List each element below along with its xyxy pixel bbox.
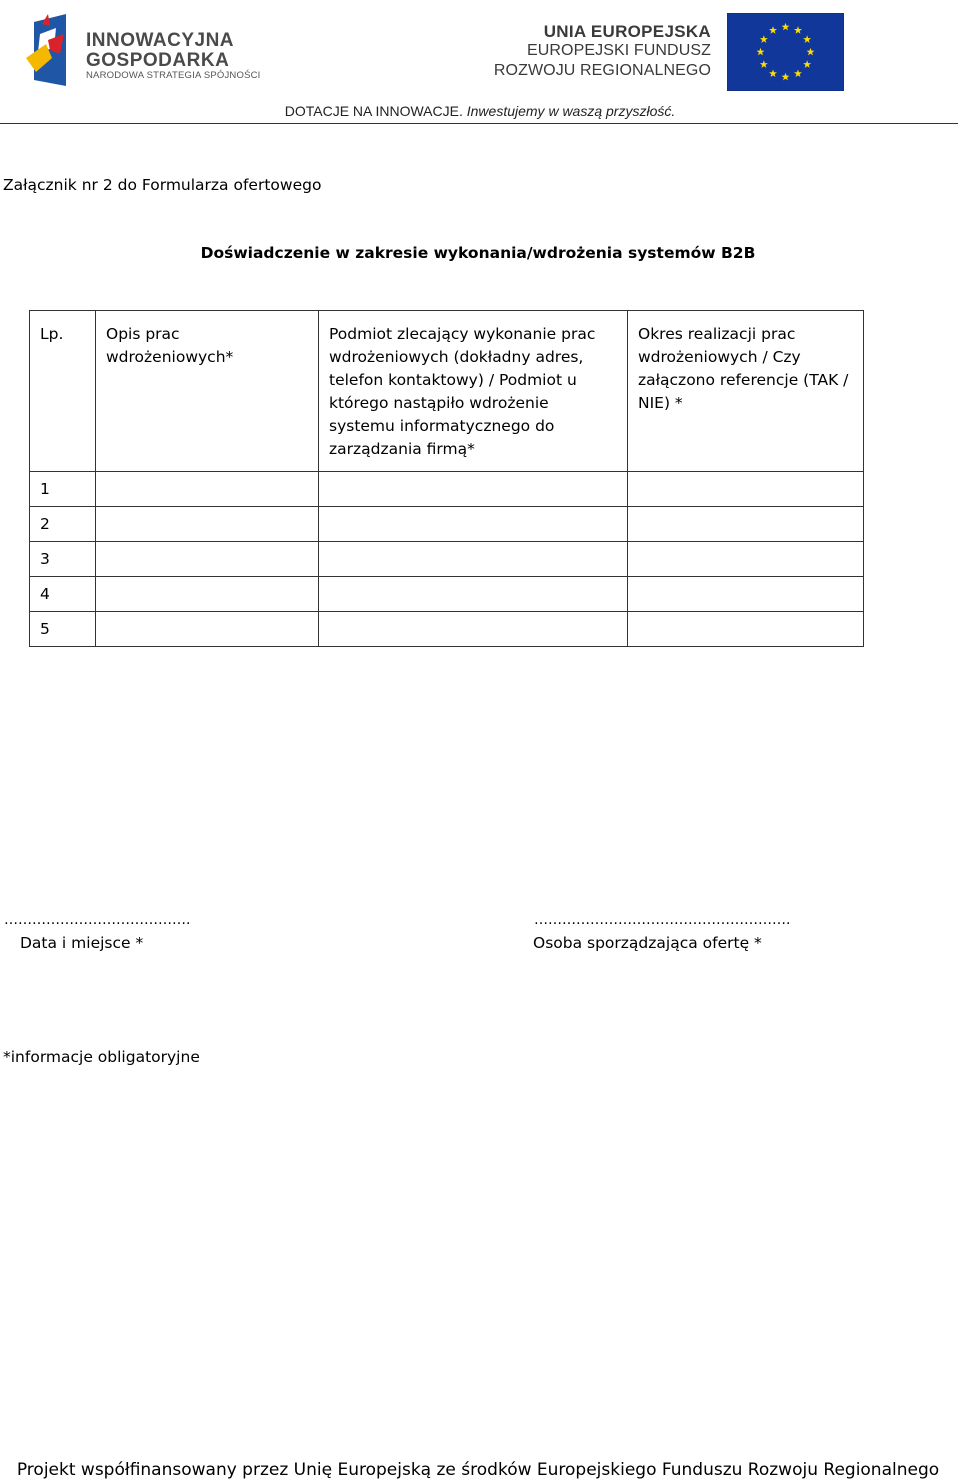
cell-okres[interactable] xyxy=(628,612,864,647)
table-row xyxy=(30,577,864,612)
header-podmiot: Podmiot zlecający wykonanie prac wdrożeniowych (dokładny adres, telefon kontaktowy) / Podmiot u którego nastąpiło wdrożenie systemu informatycznego do zarządzania firmą* xyxy=(319,311,628,472)
tagline-plain: DOTACJE NA INNOWACJE. xyxy=(284,103,467,119)
annex-label: Załącznik nr 2 do Formularza ofertowego xyxy=(3,176,322,194)
header-lp: Lp. xyxy=(30,311,96,472)
page-header xyxy=(0,0,960,125)
cell-podmiot[interactable] xyxy=(319,612,628,647)
cell-okres[interactable] xyxy=(628,507,864,542)
table-row xyxy=(30,612,864,647)
mandatory-note: *informacje obligatoryjne xyxy=(3,1048,200,1066)
cell-okres[interactable] xyxy=(628,472,864,507)
cell-opis[interactable] xyxy=(96,577,319,612)
table-header-row xyxy=(30,311,864,472)
date-place-label: Data i miejsce * xyxy=(20,934,144,952)
cell-podmiot[interactable] xyxy=(319,507,628,542)
tagline xyxy=(0,103,960,119)
tagline-italic: Inwestujemy w waszą przyszłość. xyxy=(466,103,676,119)
experience-table xyxy=(29,310,864,647)
header-divider xyxy=(0,123,958,124)
header-opis: Opis prac wdrożeniowych* xyxy=(96,311,319,472)
eu-logo-line2: EUROPEJSKI FUNDUSZ xyxy=(526,42,711,59)
date-place-dots: …………………………………. xyxy=(4,912,191,928)
row-number: 5 xyxy=(30,612,96,647)
ig-logo-line3: NARODOWA STRATEGIA SPÓJNOŚCI xyxy=(86,70,261,81)
cell-opis[interactable] xyxy=(96,507,319,542)
cell-opis[interactable] xyxy=(96,612,319,647)
header-okres: Okres realizacji prac wdrożeniowych / Czy załączono referencje (TAK / NIE) * xyxy=(628,311,864,472)
cell-podmiot[interactable] xyxy=(319,577,628,612)
eu-logo-text xyxy=(494,22,711,81)
table-row xyxy=(30,472,864,507)
cell-okres[interactable] xyxy=(628,577,864,612)
row-number: 1 xyxy=(30,472,96,507)
cell-okres[interactable] xyxy=(628,542,864,577)
ig-logo-line2: GOSPODARKA xyxy=(86,50,230,71)
signatory-label: Osoba sporządzająca ofertę * xyxy=(533,934,762,952)
table-row xyxy=(30,542,864,577)
cell-opis[interactable] xyxy=(96,542,319,577)
cell-opis[interactable] xyxy=(96,472,319,507)
row-number: 4 xyxy=(30,577,96,612)
cell-podmiot[interactable] xyxy=(319,542,628,577)
eu-logo-line3: ROZWOJU REGIONALNEGO xyxy=(493,62,711,79)
table-row xyxy=(30,507,864,542)
ig-logo-line1: INNOWACYJNA xyxy=(86,30,235,51)
signatory-dots: ………………………………………………. xyxy=(534,912,791,928)
eu-flag-icon xyxy=(727,13,844,91)
page-footer: Projekt współfinansowany przez Unię Europejską ze środków Europejskiego Funduszu Rozwoju Regionalnego xyxy=(16,1460,940,1480)
ig-emblem-icon xyxy=(26,14,74,88)
document-title: Doświadczenie w zakresie wykonania/wdrożenia systemów B2B xyxy=(200,244,756,262)
eu-logo-line1: UNIA EUROPEJSKA xyxy=(543,22,711,41)
innowacyjna-gospodarka-logo xyxy=(26,14,261,90)
row-number: 3 xyxy=(30,542,96,577)
row-number: 2 xyxy=(30,507,96,542)
cell-podmiot[interactable] xyxy=(319,472,628,507)
